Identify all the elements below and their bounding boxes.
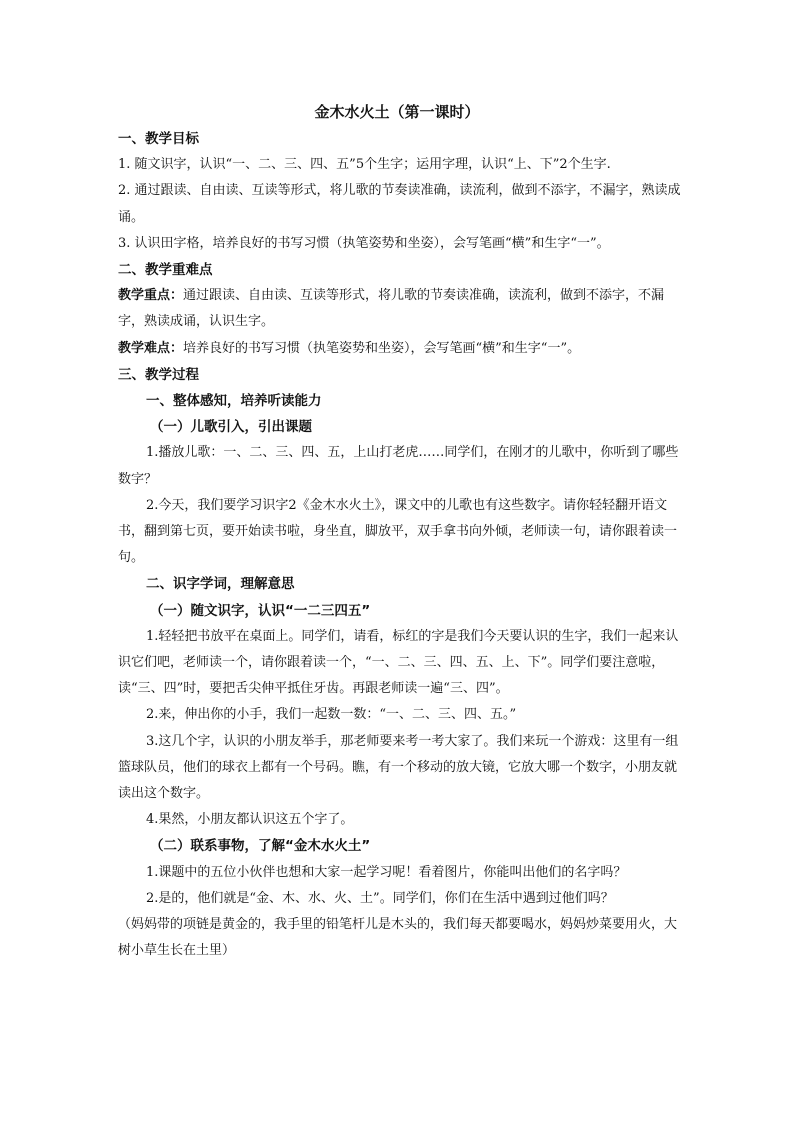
key-point-label: 教学重点： bbox=[118, 288, 184, 304]
body-paragraph: 2.今天，我们要学习识字2《金木水火土》，课文中的儿歌也有这些数字。请你轻轻翻开语文书，翻到第七页，要开始读书啦，身坐直，脚放平，双手拿书向外倾，老师读一句，请你跟着读一句。 bbox=[118, 497, 678, 566]
subsection-heading: 二、识字学词，理解意思 bbox=[146, 576, 295, 593]
subsection-heading: 一、整体感知，培养听读能力 bbox=[146, 393, 322, 410]
document-title: 金木水火土（第一课时） bbox=[314, 103, 480, 121]
body-paragraph: 4.果然，小朋友都认识这五个字了。 bbox=[146, 812, 354, 828]
key-point-text: 通过跟读、自由读、互读等形式，将儿歌的节奏读准确，读流利，做到不添字，不漏字，熟读成诵，认识生字。 bbox=[118, 288, 665, 330]
objective-item: 3. 认识田字格，培养良好的书写习惯（执笔姿势和坐姿），会写笔画“横”和生字“一”。 bbox=[118, 235, 610, 251]
sub-subsection-heading: （二）联系事物，了解“金木水火土” bbox=[150, 838, 371, 855]
section-heading-objectives: 一、教学目标 bbox=[118, 131, 199, 147]
difficult-point-text: 培养良好的书写习惯（执笔姿势和坐姿），会写笔画“横”和生字“一”。 bbox=[183, 340, 581, 356]
document-body bbox=[118, 126, 684, 965]
difficult-point-paragraph bbox=[118, 336, 684, 362]
body-paragraph: 2.来，伸出你的小手，我们一起数一数：“一、二、三、四、五。” bbox=[146, 707, 517, 723]
sub-subsection-heading: （一）随文识字，认识“一二三四五” bbox=[150, 602, 371, 619]
objective-item: 1. 随文识字，认识“一、二、三、四、五”5个生字；运用字理，认识“上、下”2个生字. bbox=[118, 157, 611, 173]
body-paragraph: 3.这几个字，认识的小朋友举手，那老师要来考一考大家了。我们来玩一个游戏：这里有一组篮球队员，他们的球衣上都有一个号码。瞧，有一个移动的放大镜，它放大哪一个数字，小朋友就读出这个数字。 bbox=[118, 733, 679, 802]
body-paragraph: 1.课题中的五位小伙伴也想和大家一起学习呢！看着图片，你能叫出他们的名字吗？ bbox=[146, 864, 627, 880]
body-paragraph: 1.播放儿歌：一、二、三、四、五，上山打老虎……同学们，在刚才的儿歌中，你听到了哪些数字？ bbox=[118, 445, 679, 487]
body-paragraph: 1.轻轻把书放平在桌面上。同学们，请看，标红的字是我们今天要认识的生字，我们一起来认识它们吧，老师读一个，请你跟着读一个，“一、二、三、四、五、上、下”。同学们要注意啦，读“三、四”时，要把舌尖伸平抵住牙齿。再跟老师读一遍“三、四”。 bbox=[118, 628, 679, 697]
section-heading-process: 三、教学过程 bbox=[118, 366, 199, 383]
section-heading-key-points: 二、教学重难点 bbox=[118, 262, 213, 279]
sub-subsection-heading: （一）儿歌引入，引出课题 bbox=[150, 419, 312, 436]
body-paragraph: 2.是的，他们就是“金、木、水、火、土”。同学们，你们在生活中遇到过他们吗？ bbox=[146, 890, 614, 906]
difficult-point-label: 教学难点： bbox=[118, 340, 184, 356]
key-point-paragraph bbox=[118, 283, 684, 335]
objective-item: 2. 通过跟读、自由读、互读等形式，将儿歌的节奏读准确，读流利，做到不添字，不漏字，熟读成诵。 bbox=[118, 183, 681, 225]
note-paragraph: （妈妈带的项链是黄金的，我手里的铅笔杆儿是木头的，我们每天都要喝水，妈妈炒菜要用火，大树小草生长在土里） bbox=[118, 917, 678, 959]
